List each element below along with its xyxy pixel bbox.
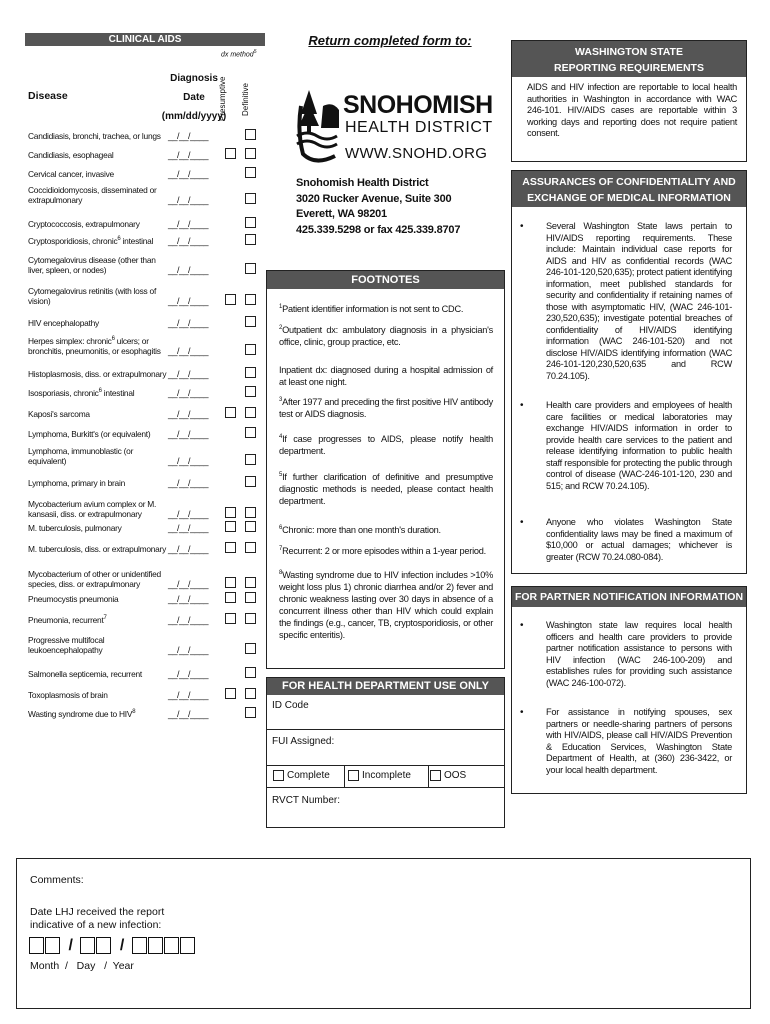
definitive-checkbox[interactable] xyxy=(245,407,256,418)
logo-text-1: SNOHOMISH xyxy=(343,91,493,119)
definitive-checkbox[interactable] xyxy=(245,167,256,178)
disease-name: Cryptosporidiosis, chronic$^6$ intestinal xyxy=(28,236,154,246)
definitive-checkbox[interactable] xyxy=(245,613,256,624)
presumptive-checkbox[interactable] xyxy=(225,148,236,159)
assurances-box xyxy=(511,170,747,574)
col-definitive: Definitive xyxy=(241,83,250,116)
diagnosis-date-field[interactable]: __/__/____ xyxy=(168,509,209,519)
footnote-item: $^3$After 1977 and preceding the first positive HIV antibody test or AIDS diagnosis. xyxy=(279,396,493,419)
complete-checkbox[interactable] xyxy=(273,770,284,781)
disease-name: Lymphoma, Burkitt's (or equivalent) xyxy=(28,429,151,439)
disease-name: Candidiasis, bronchi, trachea, or lungs xyxy=(28,131,161,141)
footnote-item: $^8$Wasting syndrome due to HIV infection includes >10% weight loss plus 1) chronic diarrhea and/or 2) fever and chronic weakness lasting over 30 days in absence of a concurrent illness other than HIV which could explain the findings (e.g., cancer, TB, cryptosporidiosis, or other specific enteritis). xyxy=(279,569,493,640)
footnote-item: $^5$If further clarification of definitive and presumptive diagnostic methods is needed, please contact health department. xyxy=(279,471,493,506)
wa-reporting-header: WASHINGTON STATE REPORTING REQUIREMENTS xyxy=(512,41,746,77)
footnote-item: $^7$Recurrent: 2 or more episodes within a 1-year period. xyxy=(279,545,486,556)
diagnosis-date-field[interactable]: __/__/____ xyxy=(168,388,209,398)
disease-name: M. tuberculosis, diss. or extrapulmonary xyxy=(28,544,167,554)
disease-name: Pneumonia, recurrent$^7$ xyxy=(28,615,107,625)
diagnosis-date-field[interactable]: __/__/____ xyxy=(168,150,209,160)
definitive-checkbox[interactable] xyxy=(245,707,256,718)
diagnosis-date-field[interactable]: __/__/____ xyxy=(168,478,209,488)
lhj-date-label: Date LHJ received the report indicative of a new infection: xyxy=(30,906,165,931)
oos-checkbox[interactable] xyxy=(430,770,441,781)
tree-logo-icon xyxy=(295,86,345,166)
disease-name: Mycobacterium avium complex or M. kansasii, diss. or extrapulmonary xyxy=(28,499,157,519)
footnote-item: Inpatient dx: diagnosed during a hospital admission of at least one night. xyxy=(279,365,493,387)
definitive-checkbox[interactable] xyxy=(245,129,256,140)
presumptive-checkbox[interactable] xyxy=(225,407,236,418)
disease-name: Wasting syndrome due to HIV$^8$ xyxy=(28,709,136,719)
year-digit-4[interactable] xyxy=(180,937,195,954)
day-digit-2[interactable] xyxy=(96,937,111,954)
assurance-bullet-1: • Several Washington State laws pertain to HIV/AIDS reporting requirements. These include: Maintain individual case reports for AIDS and HIV as confidential records (WAC 246-101-120,520,635); protect patient identifying information, meet published standards for security and confidentiality if retaining names of those with asymptomatic HIV, (WAC 246-101-230,520,635); investigate potential breaches of confidentiality of HIV/AIDS identifying information (WAC 246-101-520) and not disclose HIV/AIDS identifying information (WAC 246-101-120,230,520,635 and RCW 70.24.105). xyxy=(520,221,732,381)
disease-name: Kaposi's sarcoma xyxy=(28,409,90,419)
presumptive-checkbox[interactable] xyxy=(225,507,236,518)
definitive-checkbox[interactable] xyxy=(245,386,256,397)
diagnosis-date-field[interactable]: __/__/____ xyxy=(168,346,209,356)
definitive-checkbox[interactable] xyxy=(245,476,256,487)
diagnosis-date-field[interactable]: __/__/____ xyxy=(168,195,209,205)
dx-method-label: dx method$^5$ xyxy=(221,49,257,59)
disease-name: M. tuberculosis, pulmonary xyxy=(28,523,122,533)
partner-header: FOR PARTNER NOTIFICATION INFORMATION xyxy=(512,587,746,607)
col-presumptive: Presumptive xyxy=(218,76,227,121)
disease-name: Histoplasmosis, diss. or extrapulmonary xyxy=(28,369,167,379)
assurances-header: ASSURANCES OF CONFIDENTIALITY AND EXCHANGE OF MEDICAL INFORMATION xyxy=(512,171,746,207)
comments-label: Comments: xyxy=(30,874,84,886)
month-digit-2[interactable] xyxy=(45,937,60,954)
disease-name: Pneumocystis pneumonia xyxy=(28,594,119,604)
presumptive-checkbox[interactable] xyxy=(225,542,236,553)
clinical-aids-header: CLINICAL AIDS xyxy=(25,33,265,46)
diagnosis-date-field[interactable]: __/__/____ xyxy=(168,318,209,328)
disease-name: Isosporiasis, chronic$^6$ intestinal xyxy=(28,388,135,398)
definitive-checkbox[interactable] xyxy=(245,234,256,245)
year-digit-2[interactable] xyxy=(148,937,163,954)
incomplete-checkbox[interactable] xyxy=(348,770,359,781)
comments-box xyxy=(16,858,751,1009)
disease-name: Lymphoma, immunoblastic (or equivalent) xyxy=(28,446,134,466)
snohd-logo xyxy=(295,86,495,166)
definitive-checkbox[interactable] xyxy=(245,688,256,699)
complete-option[interactable]: Complete xyxy=(273,770,330,781)
diagnosis-date-field[interactable]: __/__/____ xyxy=(168,369,209,379)
footnotes-box xyxy=(266,270,505,669)
diagnosis-date-field[interactable]: __/__/____ xyxy=(168,409,209,419)
logo-text-3: WWW.SNOHD.ORG xyxy=(345,145,488,162)
month-digit-1[interactable] xyxy=(29,937,44,954)
definitive-checkbox[interactable] xyxy=(245,217,256,228)
disease-name: Salmonella septicemia, recurrent xyxy=(28,669,142,679)
date-legend: Month / Day / Year xyxy=(30,960,134,972)
partner-bullet-1: • Washington state law requires local health officers and health care providers to provide partner notification assistance to persons with HIV infection (WAC 246-100-209) and establishes rules for providing such assistance (WAC 246-100-072). xyxy=(520,620,732,688)
disease-name: Lymphoma, primary in brain xyxy=(28,478,125,488)
wa-reporting-box xyxy=(511,40,747,162)
presumptive-checkbox[interactable] xyxy=(225,592,236,603)
definitive-checkbox[interactable] xyxy=(245,521,256,532)
diagnosis-date-field[interactable]: __/__/____ xyxy=(168,709,209,719)
presumptive-checkbox[interactable] xyxy=(225,294,236,305)
footnote-item: $^6$Chronic: more than one month's duration. xyxy=(279,524,441,535)
health-dept-header: FOR HEALTH DEPARTMENT USE ONLY xyxy=(267,678,504,695)
disease-name: HIV encephalopathy xyxy=(28,318,99,328)
col-disease: Disease xyxy=(28,90,68,102)
return-form-title: Return completed form to: xyxy=(308,33,472,48)
assurance-bullet-2: • Health care providers and employees of health care facilities or medical laboratories may exchange HIV/AIDS information in order to provide health care services to the patient and release identifying information to public health staff responsible for protecting the public through control of disease (WAC-246-101-120, 230 and 515; and RCW 70.24.105). xyxy=(520,400,732,491)
presumptive-checkbox[interactable] xyxy=(225,521,236,532)
fui-assigned-label: FUI Assigned: xyxy=(272,736,335,747)
day-digit-1[interactable] xyxy=(80,937,95,954)
definitive-checkbox[interactable] xyxy=(245,344,256,355)
disease-name: Cervical cancer, invasive xyxy=(28,169,114,179)
year-digit-1[interactable] xyxy=(132,937,147,954)
diagnosis-date-field[interactable]: __/__/____ xyxy=(168,131,209,141)
definitive-checkbox[interactable] xyxy=(245,193,256,204)
partner-box xyxy=(511,586,747,794)
definitive-checkbox[interactable] xyxy=(245,367,256,378)
footnotes-header: FOOTNOTES xyxy=(267,271,504,289)
diagnosis-date-field[interactable]: __/__/____ xyxy=(168,236,209,246)
definitive-checkbox[interactable] xyxy=(245,643,256,654)
footnote-item: $^2$Outpatient dx: ambulatory diagnosis in a physician's office, clinic, group practice, etc. xyxy=(279,324,493,347)
definitive-checkbox[interactable] xyxy=(245,542,256,553)
id-code-label: ID Code xyxy=(272,700,309,711)
disease-name: Cytomegalovirus disease (other than liver, spleen, or nodes) xyxy=(28,255,156,275)
presumptive-checkbox[interactable] xyxy=(225,688,236,699)
wa-reporting-text: AIDS and HIV infection are reportable to local health authorities in Washington in accordance with WAC 246-101. HIV/AIDS cases are reportable within 3 working days and reporting does not require patient consent. xyxy=(527,82,737,138)
presumptive-checkbox[interactable] xyxy=(225,577,236,588)
diagnosis-date-field[interactable]: __/__/____ xyxy=(168,669,209,679)
logo-text-2: HEALTH DISTRICT xyxy=(345,119,493,136)
assurance-bullet-3: • Anyone who violates Washington State confidentiality laws may be fined a maximum of $10,000 or actual damages; whichever is greater (RCW 70.24.080-084). xyxy=(520,517,732,562)
disease-name: Candidiasis, esophageal xyxy=(28,150,114,160)
disease-name: Toxoplasmosis of brain xyxy=(28,690,108,700)
presumptive-checkbox[interactable] xyxy=(225,613,236,624)
definitive-checkbox[interactable] xyxy=(245,263,256,274)
partner-bullet-2: • For assistance in notifying spouses, sex partners or needle-sharing partners of persons with HIV/AIDS, please call HIV/AIDS Prevention & Education Services, Washington State Department of Health, at (360) 236-3422, or your local health department. xyxy=(520,707,732,775)
diagnosis-date-field[interactable]: __/__/____ xyxy=(168,594,209,604)
disease-list xyxy=(28,131,265,731)
lhj-date-input[interactable]: / / xyxy=(29,937,196,955)
diagnosis-date-field[interactable]: __/__/____ xyxy=(168,169,209,179)
definitive-checkbox[interactable] xyxy=(245,294,256,305)
year-digit-3[interactable] xyxy=(164,937,179,954)
disease-name: Mycobacterium of other or unidentified species, diss. or extrapulmonary xyxy=(28,569,161,589)
definitive-checkbox[interactable] xyxy=(245,592,256,603)
diagnosis-date-field[interactable]: __/__/____ xyxy=(168,456,209,466)
col-diagnosis-date: Diagnosis Date (mm/dd/yyyy) xyxy=(161,73,227,122)
diagnosis-date-field[interactable]: __/__/____ xyxy=(168,579,209,589)
definitive-checkbox[interactable] xyxy=(245,454,256,465)
definitive-checkbox[interactable] xyxy=(245,148,256,159)
health-dept-box xyxy=(266,677,505,828)
clinical-aids-section xyxy=(25,33,265,733)
definitive-checkbox[interactable] xyxy=(245,316,256,327)
incomplete-option[interactable]: Incomplete xyxy=(348,770,411,781)
diagnosis-date-field[interactable]: __/__/____ xyxy=(168,690,209,700)
diagnosis-date-field[interactable]: __/__/____ xyxy=(168,645,209,655)
diagnosis-date-field[interactable]: __/__/____ xyxy=(168,615,209,625)
status-row xyxy=(267,765,504,795)
definitive-checkbox[interactable] xyxy=(245,507,256,518)
diagnosis-date-field[interactable]: __/__/____ xyxy=(168,429,209,439)
return-address: Snohomish Health District 3020 Rucker Avenue, Suite 300 Everett, WA 98201 425.339.5298 or fax 425.339.8707 xyxy=(296,177,461,236)
definitive-checkbox[interactable] xyxy=(245,667,256,678)
oos-option[interactable]: OOS xyxy=(430,770,466,781)
footnote-item: $^4$If case progresses to AIDS, please notify health department. xyxy=(279,433,493,456)
diagnosis-date-field[interactable]: __/__/____ xyxy=(168,219,209,229)
disease-name: Cryptococcosis, extrapulmonary xyxy=(28,219,140,229)
diagnosis-date-field[interactable]: __/__/____ xyxy=(168,265,209,275)
diagnosis-date-field[interactable]: __/__/____ xyxy=(168,544,209,554)
disease-name: Coccidioidomycosis, disseminated or extrapulmonary xyxy=(28,185,157,205)
rvct-number-label: RVCT Number: xyxy=(272,795,340,806)
footnotes-list xyxy=(267,301,504,661)
diagnosis-date-field[interactable]: __/__/____ xyxy=(168,523,209,533)
disease-name: Herpes simplex: chronic$^6$ ulcers; or bronchitis, pneumonitis, or esophagitis xyxy=(28,336,161,356)
disease-name: Cytomegalovirus retinitis (with loss of vision) xyxy=(28,286,157,306)
diagnosis-date-field[interactable]: __/__/____ xyxy=(168,296,209,306)
footnote-item: $^1$Patient identifier information is not sent to CDC. xyxy=(279,303,464,314)
definitive-checkbox[interactable] xyxy=(245,577,256,588)
definitive-checkbox[interactable] xyxy=(245,427,256,438)
disease-name: Progressive multifocal leukoencephalopathy xyxy=(28,635,105,655)
